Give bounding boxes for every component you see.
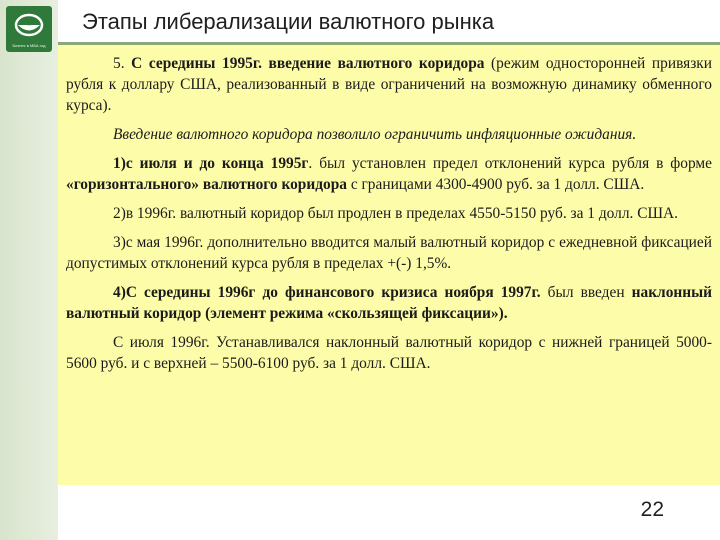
- text-run: 2)в 1996г. валютный коридор был продлен в пределах 4550-5150 руб. за 1 долл. США.: [113, 205, 678, 222]
- text-run: 4)С середины 1996г до финансового кризиса ноября 1997г.: [113, 284, 541, 301]
- content-panel: [58, 45, 720, 485]
- logo-caption: Бизнес в МБА год: [12, 43, 46, 48]
- paragraph-p1: [66, 53, 712, 116]
- text-run: был введен: [540, 284, 632, 301]
- text-run: (режим односторонней привязки рубля к доллару США, реализованный в виде ограничений на возможную динамику обменного курса).: [66, 55, 712, 114]
- text-run: 5.: [113, 55, 132, 72]
- text-run: «горизонтального» валютного коридора: [66, 176, 347, 193]
- paragraph-p3: [66, 153, 712, 195]
- text-run: .: [632, 126, 637, 143]
- text-run: 3)с мая 1996г. дополнительно вводится малый валютный коридор с ежедневной фиксацией допустимых отклонений курса рубля в пределах +(-) 1,5%.: [66, 234, 712, 272]
- text-run: . был установлен предел отклонений курса рубля в форме: [308, 155, 712, 172]
- text-run: 1)с июля и до конца 1995г: [113, 155, 309, 172]
- paragraph-p6: [66, 282, 712, 324]
- paragraph-p4: [66, 203, 712, 224]
- paragraph-p7: [66, 332, 712, 374]
- text-run: с границами 4300-4900 руб. за 1 долл. США.: [346, 176, 645, 193]
- bank-logo: [6, 6, 52, 52]
- text-run: С середины 1995г. введение валютного коридора: [131, 55, 485, 72]
- left-sidebar-strip: [0, 0, 58, 540]
- text-run: Введение валютного коридора позволило ограничить инфляционные ожидания: [113, 126, 633, 143]
- paragraph-p5: [66, 232, 712, 274]
- slide-title: Этапы либерализации валютного рынка: [82, 9, 495, 34]
- page-number: 22: [640, 498, 664, 521]
- text-run: наклонный валютный коридор (элемент режима «скользящей фиксации»).: [66, 284, 713, 322]
- text-run: С июля 1996г. Устанавливался наклонный валютный коридор с нижней границей 5000-5600 руб. и с верхней – 5500-6100 руб. за 1 долл. США.: [66, 334, 712, 372]
- paragraph-p2: [66, 124, 712, 145]
